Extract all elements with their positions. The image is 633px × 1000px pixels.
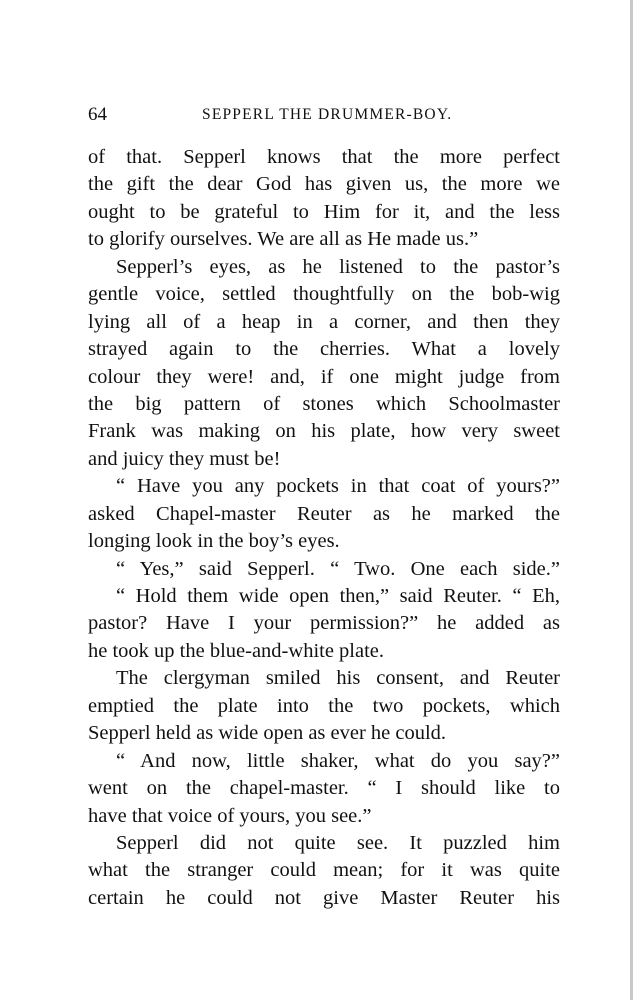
text-line: ought to be grateful to Him for it, and the less bbox=[88, 200, 560, 223]
text-line: asked Chapel-master Reuter as he marked the bbox=[88, 502, 560, 525]
text-line: pastor? Have I your permission?” he added as bbox=[88, 612, 560, 635]
text-line: “ Have you any pockets in that coat of yours?” bbox=[116, 475, 560, 498]
text-line: Sepperl did not quite see. It puzzled him bbox=[116, 831, 560, 854]
text-line: he took up the blue-and-white plate. bbox=[88, 639, 385, 662]
text-line: went on the chapel-master. “ I should like to bbox=[88, 777, 560, 800]
text-line: emptied the plate into the two pockets, which bbox=[88, 694, 560, 717]
text-line: Frank was making on his plate, how very sweet bbox=[88, 420, 560, 443]
text-line: have that voice of yours, you see.” bbox=[88, 804, 372, 827]
text-line: lying all of a heap in a corner, and then they bbox=[88, 310, 560, 333]
text-line: “ And now, little shaker, what do you say?” bbox=[116, 749, 560, 772]
text-line: of that. Sepperl knows that the more perfect bbox=[88, 146, 560, 168]
text-line: longing look in the boy’s eyes. bbox=[88, 530, 340, 553]
running-head: SEPPERL THE DRUMMER-BOY. bbox=[202, 106, 453, 123]
text-line: what the stranger could mean; for it was quite bbox=[88, 859, 560, 882]
text-line: the big pattern of stones which Schoolmaster bbox=[88, 392, 560, 415]
text-line: the gift the dear God has given us, the more we bbox=[88, 173, 560, 196]
page-header bbox=[88, 104, 558, 130]
text-line: certain he could not give Master Reuter his bbox=[88, 886, 560, 909]
text-line: Sepperl’s eyes, as he listened to the pastor’s bbox=[116, 255, 560, 278]
text-line: colour they were! and, if one might judge from bbox=[88, 365, 560, 388]
text-line: strayed again to the cherries. What a lovely bbox=[88, 338, 560, 361]
body-text bbox=[88, 144, 560, 912]
text-line: “ Hold them wide open then,” said Reuter. “ Eh, bbox=[116, 585, 560, 607]
text-line: Sepperl held as wide open as ever he could. bbox=[88, 722, 447, 745]
text-line: to glorify ourselves. We are all as He made us.” bbox=[88, 228, 479, 251]
text-line: and juicy they must be! bbox=[88, 447, 281, 470]
text-line: gentle voice, settled thoughtfully on the bob-wig bbox=[88, 283, 560, 306]
text-line: “ Yes,” said Sepperl. “ Two. One each side.” bbox=[116, 557, 560, 580]
text-line: The clergyman smiled his consent, and Reuter bbox=[116, 667, 560, 690]
page-number: 64 bbox=[88, 104, 107, 125]
